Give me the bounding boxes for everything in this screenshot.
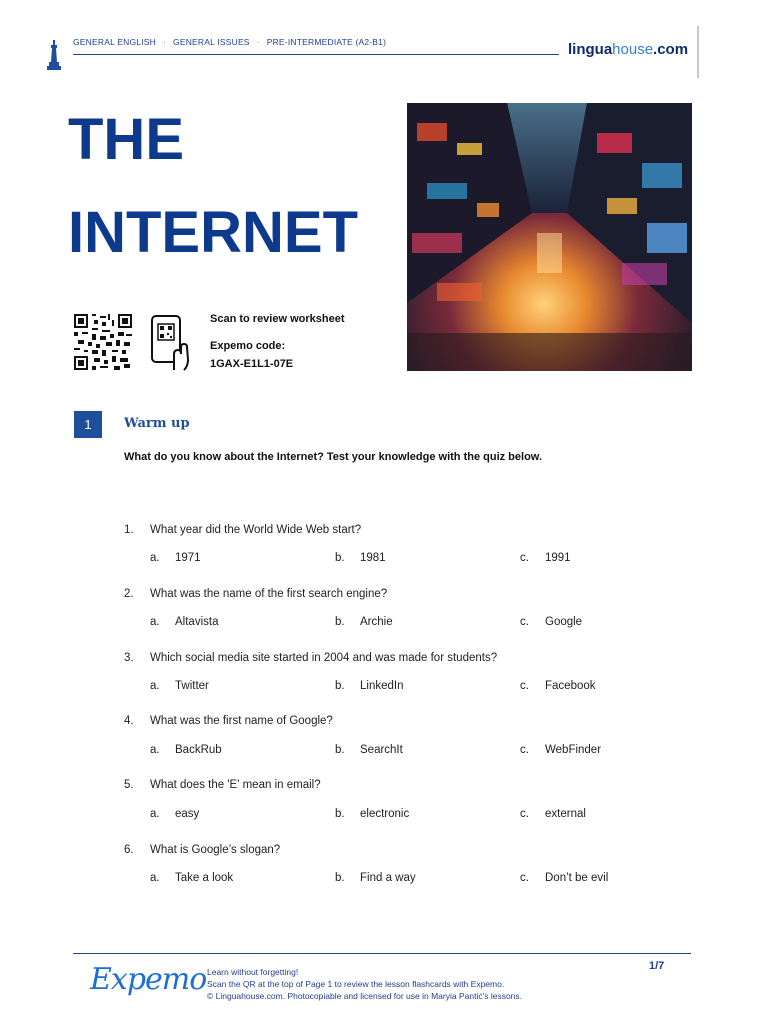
question-text: 3. Which social media site started in 2004 and was made for students? xyxy=(124,652,498,664)
footer-text xyxy=(207,966,522,1002)
option-b[interactable]: b. Archie xyxy=(335,616,393,628)
expemo-code-value: 1GAX-E1L1-07E xyxy=(210,358,294,370)
option-b[interactable]: b. SearchIt xyxy=(335,744,403,756)
statue-of-liberty-icon xyxy=(47,40,61,70)
option-a[interactable]: a. easy xyxy=(150,808,200,820)
option-b[interactable]: b. LinkedIn xyxy=(335,680,404,692)
qr-code[interactable] xyxy=(74,314,132,370)
option-c[interactable]: c. WebFinder xyxy=(520,744,602,756)
brand-logo[interactable]: linguahouse.com xyxy=(568,41,689,58)
option-a[interactable]: a. Twitter xyxy=(150,680,209,692)
question-text: 6. What is Google’s slogan? xyxy=(124,844,281,856)
option-c[interactable]: c. Google xyxy=(520,616,583,628)
breadcrumb xyxy=(73,37,386,47)
option-c[interactable]: c. Don’t be evil xyxy=(520,872,609,884)
option-b[interactable]: b. 1981 xyxy=(335,552,386,564)
option-a[interactable]: a. 1971 xyxy=(150,552,201,564)
crumb-level: PRE-INTERMEDIATE (A2-B1) xyxy=(266,37,387,47)
option-c[interactable]: c. 1991 xyxy=(520,552,571,564)
crumb-subject: GENERAL ENGLISH xyxy=(73,37,156,47)
question-text: 2. What was the name of the first search engine? xyxy=(124,588,388,600)
option-b[interactable]: b. Find a way xyxy=(335,872,416,884)
crumb-separator: · xyxy=(256,37,260,47)
footer-tagline: Learn without forgetting! xyxy=(207,967,299,977)
option-c[interactable]: c. Facebook xyxy=(520,680,596,692)
scan-instruction: Scan to review worksheet xyxy=(210,313,345,325)
crumb-separator: · xyxy=(163,37,167,47)
option-a[interactable]: a. Altavista xyxy=(150,616,219,628)
question-text: 1. What year did the World Wide Web start? xyxy=(124,524,362,536)
header-divider xyxy=(73,54,559,55)
page-number: 1/7 xyxy=(649,960,665,972)
footer-scan-note: Scan the QR at the top of Page 1 to review the lesson flashcards with Expemo. xyxy=(207,979,505,989)
city-lights-photo xyxy=(407,103,692,371)
option-c[interactable]: c. external xyxy=(520,808,586,820)
brand-divider xyxy=(697,26,699,78)
option-b[interactable]: b. electronic xyxy=(335,808,410,820)
section-title: Warm up xyxy=(124,416,190,431)
section-number: 1 xyxy=(74,411,102,438)
expemo-code-label: Expemo code: xyxy=(210,340,286,352)
question-text: 5. What does the 'E' mean in email? xyxy=(124,779,321,791)
title-line-1: THE xyxy=(68,107,184,172)
footer-copyright: © Linguahouse.com. Photocopiable and licensed for use in Maryia Pantić's lessons. xyxy=(207,991,523,1001)
option-a[interactable]: a. BackRub xyxy=(150,744,222,756)
option-a[interactable]: a. Take a look xyxy=(150,872,234,884)
crumb-topic: GENERAL ISSUES xyxy=(173,37,250,47)
expemo-logo[interactable]: Expemo xyxy=(90,962,207,997)
question-text: 4. What was the first name of Google? xyxy=(124,715,333,727)
title-line-2: INTERNET xyxy=(68,200,358,265)
page-title xyxy=(68,93,398,279)
phone-scan-qr-icon xyxy=(150,314,192,372)
footer-divider xyxy=(73,953,691,954)
section-instruction: What do you know about the Internet? Test your knowledge with the quiz below. xyxy=(124,451,542,463)
